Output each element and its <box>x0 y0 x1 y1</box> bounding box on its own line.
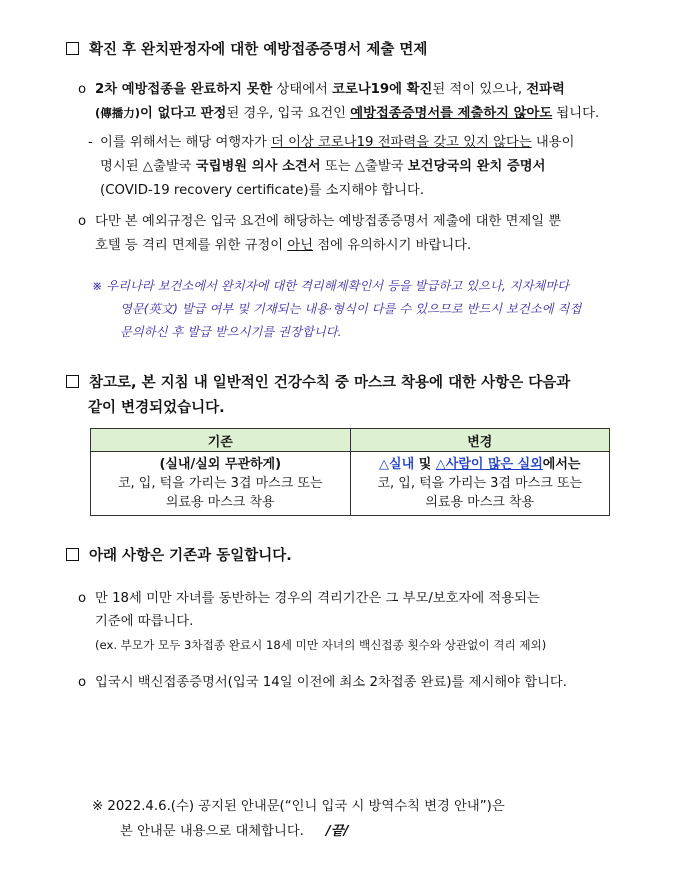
section-3-title: 아래 사항은 기존과 동일합니다. <box>89 548 292 564</box>
cell-line: 코, 입, 턱을 가리는 3겹 마스크 또는 <box>117 476 323 491</box>
text-bold: (傳播力) <box>95 106 141 120</box>
section-1-bullet-2-line-1: 다만 본 예외규정은 입국 요건에 해당하는 예방접종증명서 제출에 대한 면제일 뿐 <box>95 214 562 229</box>
text: 내용이 <box>531 135 575 150</box>
text-underline: 아닌 <box>287 238 314 253</box>
mask-rule-comparison-table <box>90 428 610 516</box>
section-3-bullet-1-line-2: 기준에 따릅니다. <box>95 614 194 629</box>
text-bold-underline: 예방접종증명서를 제출하지 않아도 <box>350 106 553 121</box>
checkbox-square-icon <box>66 548 79 561</box>
text: 된 적이 있으나, <box>432 82 527 97</box>
cell-line: (실내/실외 무관하게) <box>159 457 282 472</box>
table-row <box>91 452 610 516</box>
text-bold: 코로나19에 확진 <box>332 82 433 97</box>
section-1-bullet-1-line-1 <box>95 79 565 101</box>
section-1-dash-line-3: (COVID-19 recovery certificate)를 소지해야 합니다. <box>100 183 425 198</box>
table-header-row <box>91 429 610 452</box>
text-bold: 국립병원 의사 소견서 <box>195 159 321 174</box>
end-mark: /끝/ <box>325 824 349 839</box>
section-3-bullet-1-example: (ex. 부모가 모두 3차접종 완료시 18세 미만 자녀의 백신접종 횟수와 상관없이 격리 제외) <box>95 638 547 652</box>
section-1-title: 확진 후 완치판정자에 대한 예방접종증명서 제출 면제 <box>89 42 428 58</box>
section-2-title-line-1: 참고로, 본 지침 내 일반적인 건강수칙 중 마스크 착용에 대한 사항은 다음과 <box>89 375 571 391</box>
section-1-dash-line-2 <box>100 156 545 178</box>
text: 본 안내문 내용으로 대체합니다. <box>120 824 304 839</box>
note-line: ※ 우리나라 보건소에서 완치자에 대한 격리해제확인서 등을 발급하고 있으나, 지자체마다 <box>92 279 570 293</box>
text: 명시된 △출발국 <box>100 159 196 174</box>
section-1-bullet-2-line-2 <box>95 235 471 257</box>
note-line: 문의하신 후 발급 받으시기를 권장합니다. <box>120 325 342 339</box>
text: 점에 유의하시기 바랍니다. <box>313 238 472 253</box>
text: 이를 위해서는 해당 여행자가 <box>100 135 272 150</box>
text-bold: 에서는 <box>542 457 581 472</box>
bullet-marker: o <box>78 214 87 229</box>
cell-line: 의료용 마스크 착용 <box>425 495 535 510</box>
text-blue-bold-underline: △사람이 많은 실외 <box>435 457 543 472</box>
section-1-dash-line-1 <box>100 132 574 154</box>
section-2-title-line-2: 같이 변경되었습니다. <box>88 400 225 416</box>
checkbox-square-icon <box>66 375 79 388</box>
section-1-bullet-1-line-2 <box>95 102 599 125</box>
footer-line-1: ※ 2022.4.6.(수) 공지된 안내문(“인니 입국 시 방역수칙 변경 안내”)은 <box>92 799 505 814</box>
text-blue-bold: △실내 <box>379 457 415 472</box>
table-header-after: 변경 <box>350 429 610 452</box>
text-bold: 및 <box>414 457 436 472</box>
text: 상태에서 <box>272 82 333 97</box>
text-bold: 이 없다고 판정 <box>140 106 227 121</box>
section-3-bullet-1-line-1: 만 18세 미만 자녀를 동반하는 경우의 격리기간은 그 부모/보호자에 적용되는 <box>95 591 540 606</box>
text: 또는 △출발국 <box>320 159 408 174</box>
text: 호텔 등 격리 면제를 위한 규정이 <box>95 238 288 253</box>
text-bold: 전파력 <box>526 82 565 97</box>
section-3-heading <box>66 544 292 568</box>
text-bold: 보건당국의 완치 증명서 <box>407 159 546 174</box>
table-header-before: 기존 <box>91 429 351 452</box>
section-1-note <box>92 275 632 344</box>
text-bold: 2차 예방접종을 완료하지 못한 <box>95 82 273 97</box>
section-1-heading <box>66 38 427 62</box>
bullet-marker: o <box>78 591 87 606</box>
dash-marker: - <box>88 135 93 150</box>
checkbox-square-icon <box>66 42 79 55</box>
text: 된 경우, 입국 요건인 <box>226 106 351 121</box>
footer-line-2 <box>120 820 348 844</box>
note-line: 영문(英文) 발급 여부 및 기재되는 내용·형식이 다를 수 있으므로 반드시 보건소에 직접 <box>120 302 582 316</box>
bullet-marker: o <box>78 675 87 690</box>
cell-line: 의료용 마스크 착용 <box>165 495 275 510</box>
table-cell-after <box>350 452 610 516</box>
section-3-bullet-2-line-1: 입국시 백신접종증명서(입국 14일 이전에 최소 2차접종 완료)를 제시해야 합니다. <box>95 675 567 690</box>
table-cell-before <box>91 452 351 516</box>
cell-line: 코, 입, 턱을 가리는 3겹 마스크 또는 <box>377 476 583 491</box>
text: 됩니다. <box>552 106 600 121</box>
text-underline: 더 이상 코로나19 전파력을 갖고 있지 않다는 <box>271 135 532 150</box>
section-2-heading <box>66 371 570 395</box>
bullet-marker: o <box>78 82 87 97</box>
cell-line <box>355 455 606 474</box>
